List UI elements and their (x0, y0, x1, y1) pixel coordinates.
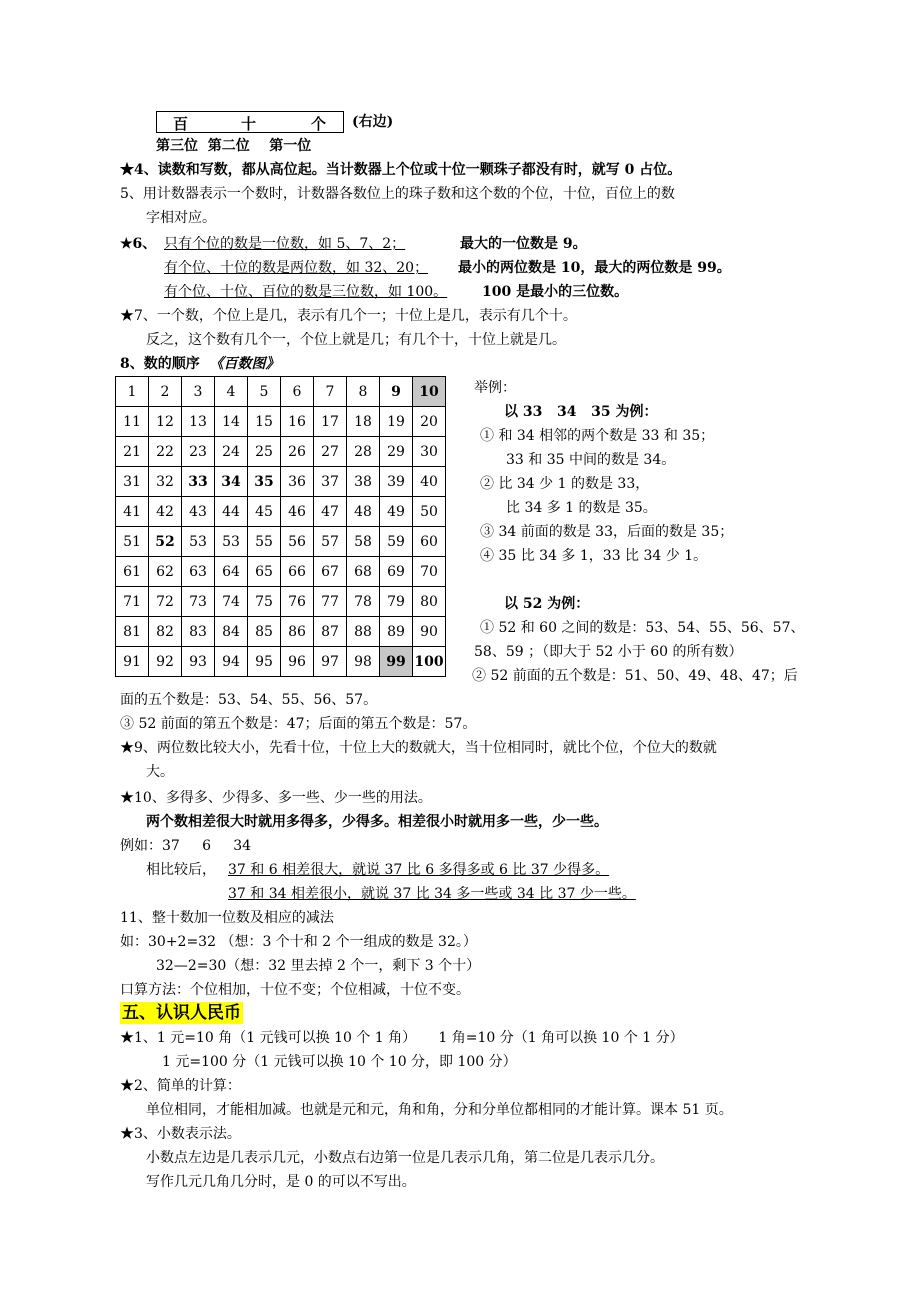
hundred-chart-cell: 12 (149, 407, 182, 437)
point-10-compare2: 37 和 34 相差很小，就说 37 比 34 多一些或 34 比 37 少一些。 (228, 886, 636, 902)
hundred-chart-cell: 55 (248, 527, 281, 557)
point-6-star: ★6、 (120, 236, 157, 252)
hundred-chart-cell: 79 (380, 587, 413, 617)
hundred-chart-cell: 84 (215, 617, 248, 647)
hundred-chart-cell: 41 (116, 497, 149, 527)
hundred-chart-cell: 29 (380, 437, 413, 467)
hundred-chart-cell: 77 (314, 587, 347, 617)
hundred-chart-cell: 30 (413, 437, 446, 467)
hundred-chart-cell: 87 (314, 617, 347, 647)
example-1-item1a: ① 和 34 相邻的两个数是 33 和 35； (480, 428, 715, 444)
place-hundreds: 百 (173, 115, 189, 133)
example-2-item1b: 58、59 ；（即大于 52 小于 60 的所有数） (474, 644, 743, 660)
hundred-chart-cell: 37 (314, 467, 347, 497)
hundred-chart-cell: 89 (380, 617, 413, 647)
money-3-line1: 小数点左边是几表示几元，小数点右边第一位是几表示几角，第二位是几表示几分。 (146, 1150, 664, 1166)
hundred-chart-cell: 94 (215, 647, 248, 677)
hundred-chart-cell: 32 (149, 467, 182, 497)
hundred-chart-cell: 92 (149, 647, 182, 677)
hundred-chart-cell: 38 (347, 467, 380, 497)
hundred-chart-cell: 9 (380, 377, 413, 407)
point-9-line2: 大。 (146, 764, 174, 780)
point-7-line1: ★7、一个数，个位上是几，表示有几个一；十位上是几，表示有几个十。 (120, 308, 577, 324)
hundred-chart-cell: 80 (413, 587, 446, 617)
example-1-item1b: 33 和 35 中间的数是 34。 (506, 452, 676, 468)
hundred-chart-cell: 11 (116, 407, 149, 437)
hundred-chart-cell: 17 (314, 407, 347, 437)
point-9-line1: ★9、两位数比较大小，先看十位，十位上大的数就大，当十位相同时，就比个位，个位大的数就 (120, 740, 717, 756)
hundred-chart-cell: 5 (248, 377, 281, 407)
hundred-chart-row (116, 527, 446, 557)
point-6-line2b: 最小的两位数是 10，最大的两位数是 99。 (458, 260, 731, 276)
hundred-chart-cell: 33 (182, 467, 215, 497)
hundred-chart-cell: 14 (215, 407, 248, 437)
hundred-chart-cell: 4 (215, 377, 248, 407)
example-2-item2a: ② 52 前面的五个数是：51、50、49、48、47；后 (472, 668, 798, 684)
hundred-chart-cell: 42 (149, 497, 182, 527)
hundred-chart-cell: 18 (347, 407, 380, 437)
hundred-chart-cell: 66 (281, 557, 314, 587)
hundred-chart-cell: 72 (149, 587, 182, 617)
place-value-box (156, 111, 344, 133)
hundred-chart-cell: 8 (347, 377, 380, 407)
hundred-chart-cell: 26 (281, 437, 314, 467)
hundred-chart-cell: 85 (248, 617, 281, 647)
hundred-chart-cell: 36 (281, 467, 314, 497)
hundred-chart-row (116, 467, 446, 497)
point-11-method: 口算方法：个位相加，十位不变；个位相减，十位不变。 (120, 982, 470, 998)
hundred-chart-cell: 69 (380, 557, 413, 587)
money-2-title: ★2、简单的计算： (120, 1078, 241, 1094)
point-5-line1: 5、用计数器表示一个数时，计数器各数位上的珠子数和这个数的个位，十位，百位上的数 (120, 186, 675, 202)
point-11-example1: 如：30+2=32 （想：3 个十和 2 个一组成的数是 32。） (120, 934, 477, 950)
point-10-compare1b: 37 和 6 相差很大，就说 37 比 6 多得多或 6 比 37 少得多。 (228, 862, 610, 878)
hundred-chart-cell: 81 (116, 617, 149, 647)
point-8-label: 8、数的顺序 (120, 356, 210, 372)
hundred-chart-cell: 34 (215, 467, 248, 497)
point-10-example: 例如：37 6 34 (120, 838, 252, 854)
hundred-chart-row (116, 437, 446, 467)
point-6-line3b: 100 是最小的三位数。 (482, 284, 629, 300)
hundred-chart-cell: 70 (413, 557, 446, 587)
hundred-chart-cell: 63 (182, 557, 215, 587)
hundred-chart-row (116, 617, 446, 647)
point-11-example2: 32—2=30（想：32 里去掉 2 个一，剩下 3 个十） (156, 958, 481, 974)
point-6-line1b: 最大的一位数是 9。 (460, 236, 587, 252)
hundred-chart-cell: 78 (347, 587, 380, 617)
hundred-chart-cell: 1 (116, 377, 149, 407)
hundred-chart-cell: 98 (347, 647, 380, 677)
hundred-chart-cell: 61 (116, 557, 149, 587)
hundred-chart-cell: 45 (248, 497, 281, 527)
hundred-chart-row (116, 497, 446, 527)
hundred-chart-cell: 76 (281, 587, 314, 617)
hundred-chart-cell: 6 (281, 377, 314, 407)
hundred-chart-cell: 74 (215, 587, 248, 617)
hundred-chart-cell: 59 (380, 527, 413, 557)
point-10-compare1a: 相比较后， (146, 862, 216, 878)
hundred-chart-cell: 40 (413, 467, 446, 497)
hundred-chart-cell: 20 (413, 407, 446, 437)
hundred-chart-cell: 27 (314, 437, 347, 467)
place-ones: 个 (311, 115, 327, 133)
example-2-item1a: ① 52 和 60 之间的数是：53、54、55、56、57、 (480, 620, 805, 636)
place-tens: 十 (241, 115, 257, 133)
hundred-chart-cell: 99 (380, 647, 413, 677)
hundred-chart-cell: 2 (149, 377, 182, 407)
hundred-chart-cell: 22 (149, 437, 182, 467)
hundred-chart-cell: 50 (413, 497, 446, 527)
hundred-chart-cell: 95 (248, 647, 281, 677)
hundred-chart-cell: 58 (347, 527, 380, 557)
example-2-item2b: 面的五个数是：53、54、55、56、57。 (120, 692, 378, 708)
example-1-item3: ③ 34 前面的数是 33，后面的数是 35； (480, 524, 734, 540)
money-1-line2: 1 元=100 分（1 元钱可以换 10 个 10 分，即 100 分） (162, 1054, 517, 1070)
hundred-chart-cell: 56 (281, 527, 314, 557)
point-4: ★4、读数和写数，都从高位起。当计数器上个位或十位一颗珠子都没有时，就写 0 占位。 (120, 162, 682, 178)
hundred-chart-cell: 53 (182, 527, 215, 557)
hundred-chart-cell: 48 (347, 497, 380, 527)
point-10-title: ★10、多得多、少得多、多一些、少一些的用法。 (120, 790, 432, 806)
place-positions: 第三位 第二位 第一位 (156, 138, 312, 154)
hundred-chart-cell: 73 (182, 587, 215, 617)
hundred-chart-title: 《百数图》 (209, 356, 280, 372)
hundred-chart-cell: 21 (116, 437, 149, 467)
example-1-item2a: ② 比 34 少 1 的数是 33， (480, 476, 650, 492)
point-8-title (120, 354, 280, 374)
point-7-line2: 反之，这个数有几个一，个位上就是几；有几个十，十位上就是几。 (146, 332, 566, 348)
hundred-chart-cell: 28 (347, 437, 380, 467)
point-11-title: 11、整十数加一位数及相应的减法 (120, 910, 334, 926)
hundred-chart-cell: 31 (116, 467, 149, 497)
hundred-chart (115, 376, 446, 677)
point-6-line1a: 只有个位的数是一位数，如 5、7、2； (164, 236, 406, 252)
hundred-chart-cell: 88 (347, 617, 380, 647)
hundred-chart-cell: 93 (182, 647, 215, 677)
hundred-chart-cell: 60 (413, 527, 446, 557)
hundred-chart-cell: 35 (248, 467, 281, 497)
hundred-chart-cell: 53 (215, 527, 248, 557)
hundred-chart-cell: 86 (281, 617, 314, 647)
hundred-chart-row (116, 647, 446, 677)
hundred-chart-cell: 100 (413, 647, 446, 677)
hundred-chart-cell: 75 (248, 587, 281, 617)
section-5-heading: 五、认识人民币 (122, 1003, 241, 1023)
point-5-line2: 字相对应。 (146, 210, 216, 226)
place-right-note: (右边) (352, 114, 394, 130)
hundred-chart-cell: 10 (413, 377, 446, 407)
hundred-chart-row (116, 557, 446, 587)
hundred-chart-cell: 13 (182, 407, 215, 437)
hundred-chart-cell: 97 (314, 647, 347, 677)
hundred-chart-cell: 71 (116, 587, 149, 617)
example-heading: 举例： (474, 380, 516, 396)
hundred-chart-cell: 44 (215, 497, 248, 527)
hundred-chart-cell: 15 (248, 407, 281, 437)
hundred-chart-cell: 25 (248, 437, 281, 467)
hundred-chart-cell: 3 (182, 377, 215, 407)
hundred-chart-cell: 16 (281, 407, 314, 437)
point-6-line3a: 有个位、十位、百位的数是三位数，如 100。 (164, 284, 448, 300)
hundred-chart-cell: 67 (314, 557, 347, 587)
hundred-chart-cell: 49 (380, 497, 413, 527)
point-10-rule: 两个数相差很大时就用多得多，少得多。相差很小时就用多一些，少一些。 (146, 814, 608, 830)
hundred-chart-cell: 90 (413, 617, 446, 647)
money-2-text: 单位相同，才能相加减。也就是元和元，角和角，分和分单位都相同的才能计算。课本 51 页。 (146, 1102, 733, 1118)
hundred-chart-cell: 7 (314, 377, 347, 407)
hundred-chart-row (116, 377, 446, 407)
hundred-chart-cell: 47 (314, 497, 347, 527)
hundred-chart-cell: 19 (380, 407, 413, 437)
hundred-chart-cell: 65 (248, 557, 281, 587)
money-3-line2: 写作几元几角几分时，是 0 的可以不写出。 (146, 1174, 416, 1190)
hundred-chart-cell: 46 (281, 497, 314, 527)
example-1-title: 以 33 34 35 为例： (504, 404, 658, 420)
money-1-line1: ★1、1 元=10 角（1 元钱可以换 10 个 1 角） 1 角=10 分（1 角可以换 10 个 1 分） (120, 1030, 684, 1046)
hundred-chart-cell: 82 (149, 617, 182, 647)
example-2-item3: ③ 52 前面的第五个数是：47；后面的第五个数是：57。 (120, 716, 477, 732)
hundred-chart-cell: 39 (380, 467, 413, 497)
hundred-chart-row (116, 407, 446, 437)
hundred-chart-cell: 64 (215, 557, 248, 587)
hundred-chart-cell: 43 (182, 497, 215, 527)
hundred-chart-cell: 52 (149, 527, 182, 557)
hundred-chart-cell: 51 (116, 527, 149, 557)
hundred-chart-cell: 68 (347, 557, 380, 587)
example-1-item4: ④ 35 比 34 多 1，33 比 34 少 1。 (480, 548, 708, 564)
hundred-chart-cell: 57 (314, 527, 347, 557)
example-1-item2b: 比 34 多 1 的数是 35。 (506, 500, 657, 516)
hundred-chart-cell: 62 (149, 557, 182, 587)
example-2-title: 以 52 为例： (504, 596, 590, 612)
point-6-line2a: 有个位、十位的数是两位数，如 32、20； (164, 260, 429, 276)
hundred-chart-cell: 83 (182, 617, 215, 647)
hundred-chart-cell: 23 (182, 437, 215, 467)
hundred-chart-cell: 91 (116, 647, 149, 677)
money-3-title: ★3、小数表示法。 (120, 1126, 241, 1142)
hundred-chart-cell: 96 (281, 647, 314, 677)
hundred-chart-row (116, 587, 446, 617)
hundred-chart-cell: 24 (215, 437, 248, 467)
